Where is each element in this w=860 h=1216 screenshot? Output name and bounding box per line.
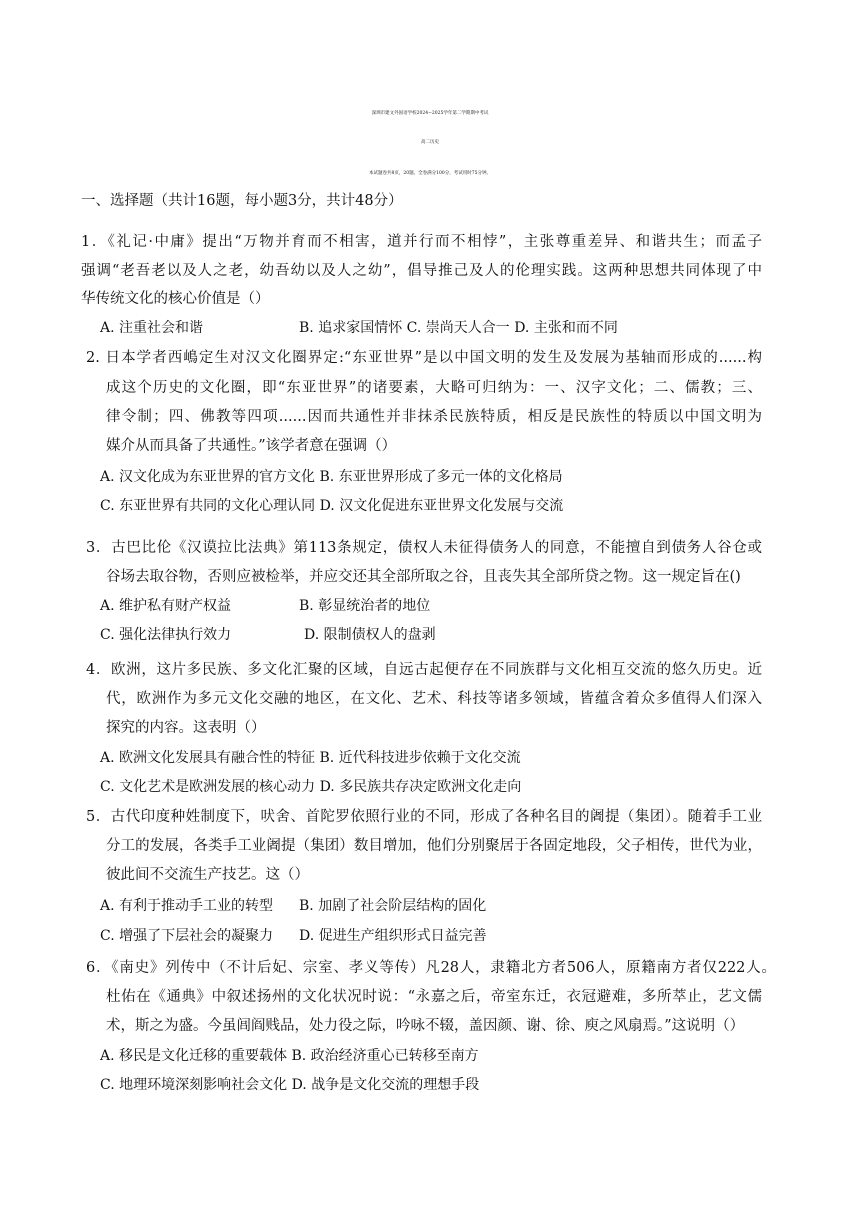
question-line: 强调“老吾老以及人之老，幼吾幼以及人之幼”，倡导推己及人的伦理实践。这两种思想共同体现了中 xyxy=(81,263,762,279)
question-line: 分工的发展，各类手工业阇提（集团）数目增加，他们分别聚居于各固定地段，父子相传，世代为业， xyxy=(106,838,762,854)
question-line: 术，斯之为盛。今虽闾阎贱品，处力役之际，吟咏不辍，盖因颜、谢、徐、庾之风扇焉。”这说明（） xyxy=(106,1018,745,1034)
question-line: 彼此间不交流生产技艺。这（） xyxy=(106,867,309,883)
option-bcd: B. 追求家国情怀 C. 崇尚天人合一 D. 主张和而不同 xyxy=(299,320,618,336)
option-a: A. 注重社会和谐 xyxy=(100,320,204,336)
question-line: 1．《礼记·中庸》提出“万物并育而不相害，道并行而不相悖”，主张尊重差异、和谐共生；而孟子 xyxy=(81,234,762,250)
question-line: 3．古巴比伦《汉谟拉比法典》第113条规定，债权人未征得债务人的同意，不能擅自到债务人谷仓或 xyxy=(86,540,762,556)
option-cd: C. 地理环境深刻影响社会文化 D. 战争是文化交流的理想手段 xyxy=(100,1077,480,1093)
option-b: B. 加剧了社会阶层结构的固化 xyxy=(299,898,487,914)
school-title: 深圳市建文外国语学校2024−2025学年第二学期期中考试 xyxy=(371,111,489,116)
subject-title: 高二历史 xyxy=(421,140,439,145)
option-cd: C. 文化艺术是欧洲发展的核心动力 D. 多民族共存决定欧洲文化走向 xyxy=(100,779,522,795)
question-line: 媒介从而具备了共通性。”该学者意在强调（） xyxy=(106,438,397,454)
option-ab: A. 移民是文化迁移的重要载体 B. 政治经济重心已转移至南方 xyxy=(100,1048,479,1064)
option-cd: C. 东亚世界有共同的文化心理认同 D. 汉文化促进东亚世界文化发展与交流 xyxy=(100,498,564,514)
option-a: A. 有利于推动手工业的转型 xyxy=(100,898,274,914)
question-line: 华传统文化的核心价值是（） xyxy=(81,291,270,307)
option-c: C. 增强了下层社会的凝聚力 xyxy=(100,928,274,944)
option-d: D. 促进生产组织形式日益完善 xyxy=(299,928,487,944)
question-line: 探究的内容。这表明（） xyxy=(106,720,266,736)
question-line: 杜佑在《通典》中叙述扬州的文化状况时说：“永嘉之后，帝室东迁，衣冠避难，多所萃止，艺文儒 xyxy=(106,989,762,1005)
section-title: 一、选择题（共计16题，每小题3分，共计48分） xyxy=(81,193,403,209)
question-line: 律令制；四、佛教等四项......因而共通性并非抹杀民族特质，相反是民族性的特质以中国文明为 xyxy=(106,409,762,425)
option-ab: A. 汉文化成为东亚世界的官方文化 B. 东亚世界形成了多元一体的文化格局 xyxy=(100,469,563,485)
option-d: D. 限制债权人的盘剥 xyxy=(304,627,436,643)
option-b: B. 彰显统治者的地位 xyxy=(299,598,431,614)
question-line: 谷场去取谷物，否则应被检举，并应交还其全部所取之谷，且丧失其全部所贷之物。这一规定旨在() xyxy=(106,569,741,585)
question-line: 代，欧洲作为多元文化交融的地区，在文化、艺术、科技等诸多领域，皆蕴含着众多值得人们深入 xyxy=(106,691,762,707)
question-line: 5．古代印度种姓制度下，吠舍、首陀罗依照行业的不同，形成了各种名目的阇提（集团）。随着手工业 xyxy=(86,809,762,825)
option-ab: A. 欧洲文化发展具有融合性的特征 B. 近代科技进步依赖于文化交流 xyxy=(100,750,521,766)
exam-notice: 本试题卷共8页，20题。全卷满分100分，考试用时75分钟。 xyxy=(369,171,491,176)
option-a: A. 维护私有财产权益 xyxy=(100,598,232,614)
question-line: 成这个历史的文化圈，即“东亚世界”的诸要素，大略可归纳为：一、汉字文化；二、儒教；三、 xyxy=(106,380,762,396)
question-line: 4．欧洲，这片多民族、多文化汇聚的区域，自远古起便存在不同族群与文化相互交流的悠久历史。近 xyxy=(86,662,762,678)
question-line: 6．《南史》列传中（不计后妃、宗室、孝义等传）凡28人，隶籍北方者506人，原籍南方者仅222人。 xyxy=(86,960,776,976)
option-c: C. 强化法律执行效力 xyxy=(100,627,232,643)
question-line: 2. 日本学者西嶋定生对汉文化圈界定:“东亚世界”是以中国文明的发生及发展为基轴而形成的......构 xyxy=(86,350,762,366)
